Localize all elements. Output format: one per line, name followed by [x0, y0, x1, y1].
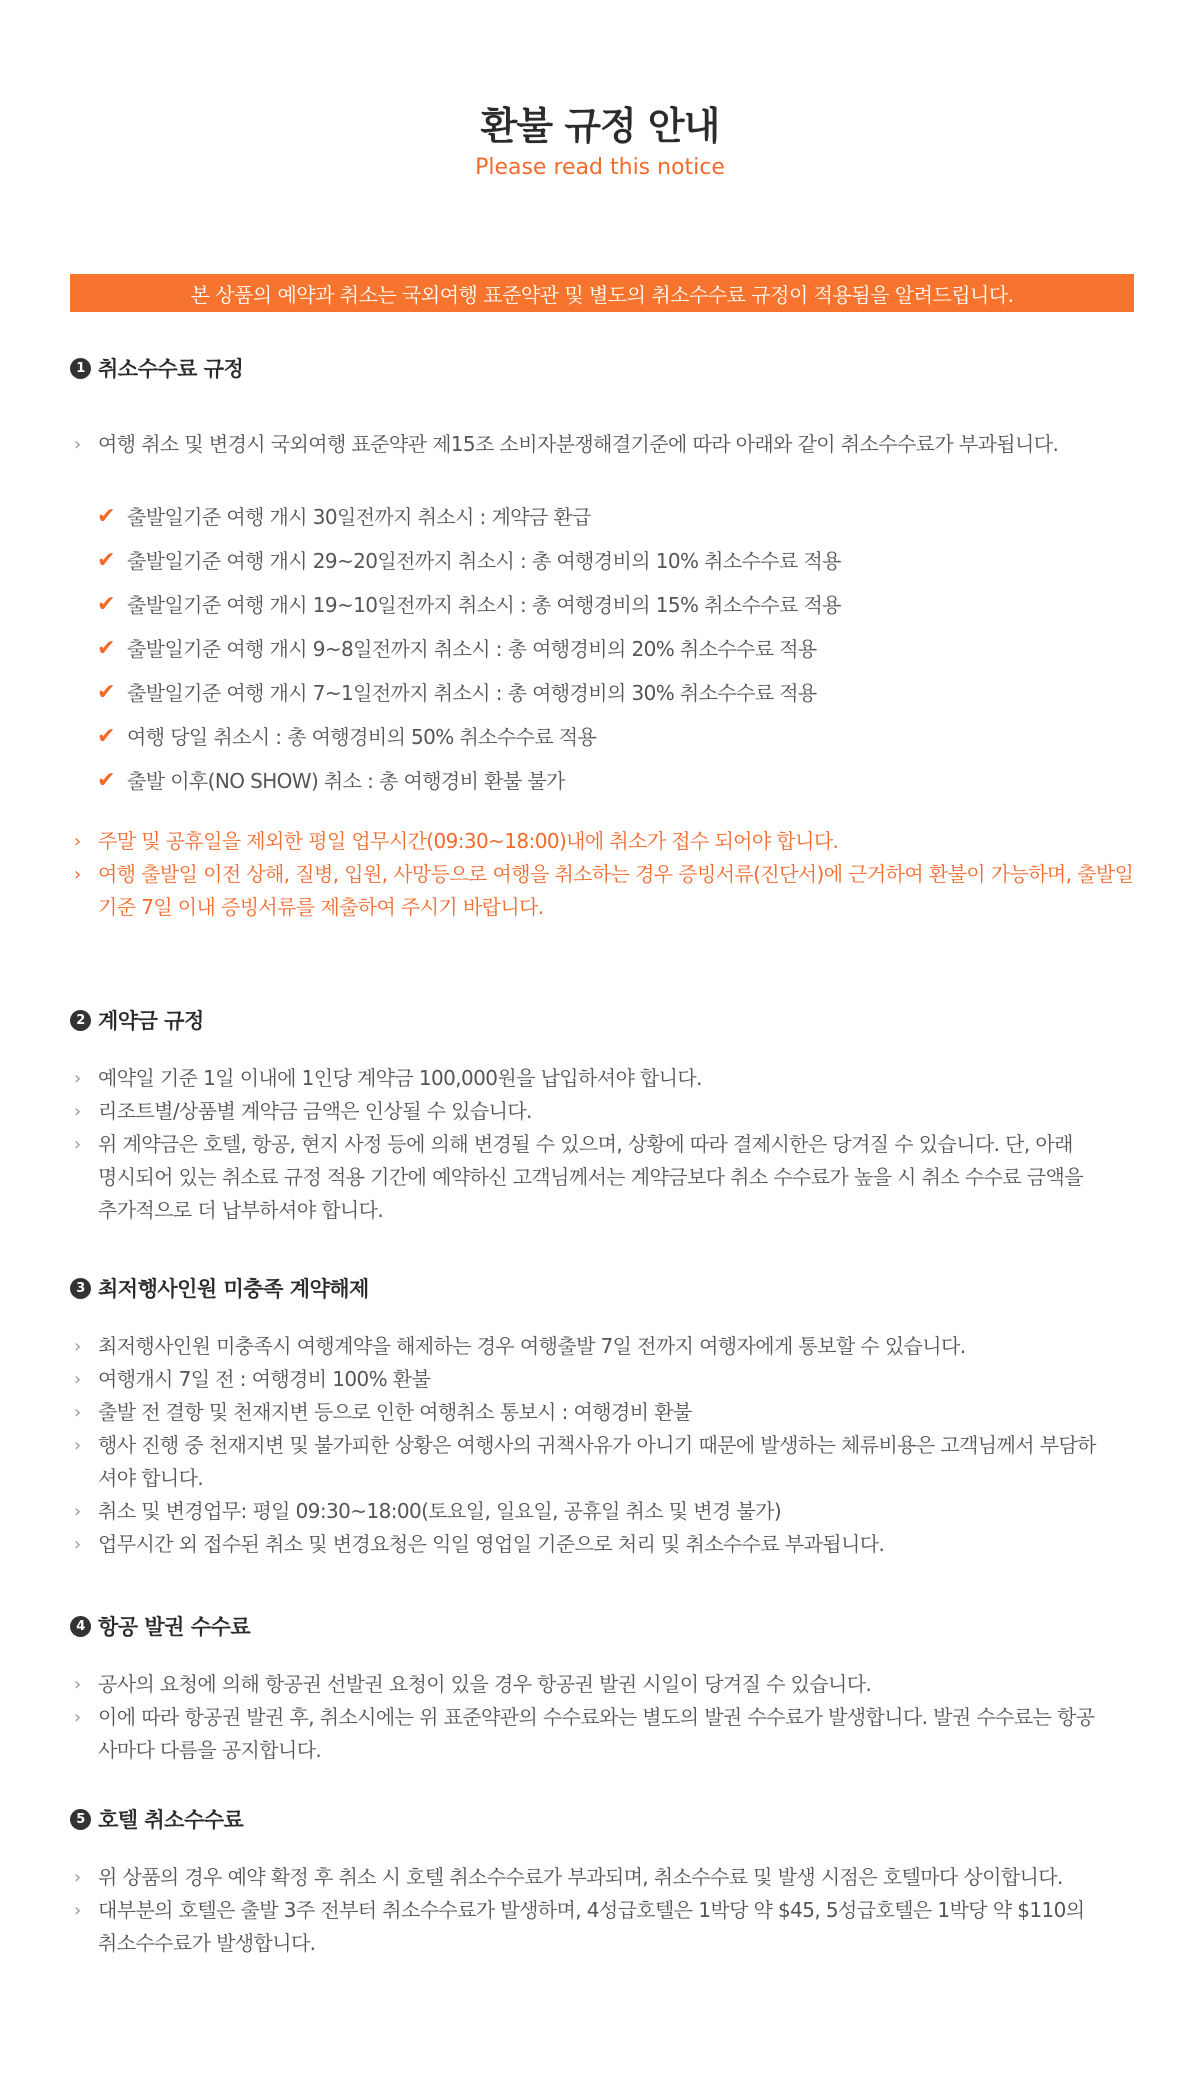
- section-heading: [70, 1803, 1134, 1835]
- hotel-cancellation-list: [70, 1861, 1134, 1960]
- section-title: 취소수수료 규정: [98, 357, 244, 381]
- fee-schedule-list: [70, 495, 1134, 803]
- fee-schedule-item: ✔ 출발일기준 여행 개시 29~20일전까지 취소시 : 총 여행경비의 10% 취소수수료 적용: [70, 539, 1134, 583]
- section-minimum-participants: [70, 1272, 1134, 1561]
- check-icon: ✔: [97, 592, 115, 617]
- notice-banner: 본 상품의 예약과 취소는 국외여행 표준약관 및 별도의 취소수수료 규정이 적용됨을 알려드립니다.: [70, 274, 1134, 312]
- chevron-right-icon: ›: [74, 831, 81, 852]
- list-item: › 위 계약금은 호텔, 항공, 현지 사정 등에 의해 변경될 수 있으며, 상황에 따라 결제시한은 당겨질 수 있습니다. 단, 아래 명시되어 있는 취소료 규정 적용 기간에 예약하신 고객님께서는 계약금보다 취소 수수료가 높을 시 취소 수수료 금액을 추가적으로 더 납부하셔야 합니다.: [70, 1128, 1088, 1227]
- chevron-right-icon: ›: [74, 1068, 81, 1089]
- fee-schedule-item: ✔ 출발일기준 여행 개시 30일전까지 취소시 : 계약금 환급: [70, 495, 1134, 539]
- list-item: › 여행개시 7일 전 : 여행경비 100% 환불: [70, 1363, 1134, 1396]
- list-item: › 이에 따라 항공권 발권 후, 취소시에는 위 표준약관의 수수료와는 별도의 발권 수수료가 발생합니다. 발권 수수료는 항공사마다 다름을 공지합니다.: [70, 1701, 1098, 1767]
- page-title: 환불 규정 안내: [480, 104, 720, 148]
- chevron-right-icon: ›: [74, 1501, 81, 1522]
- list-item: › 위 상품의 경우 예약 확정 후 취소 시 호텔 취소수수료가 부과되며, 취소수수료 및 발생 시점은 호텔마다 상이합니다.: [70, 1861, 1098, 1894]
- chevron-right-icon: ›: [74, 1674, 81, 1695]
- section-number-badge: 5: [70, 1809, 91, 1830]
- ticketing-fee-list: [70, 1668, 1134, 1767]
- chevron-right-icon: ›: [74, 864, 81, 885]
- list-item: › 행사 진행 중 천재지변 및 불가피한 상황은 여행사의 귀책사유가 아니기 때문에 발생하는 체류비용은 고객님께서 부담하셔야 합니다.: [70, 1429, 1098, 1495]
- notice-item: › 여행 출발일 이전 상해, 질병, 입원, 사망등으로 여행을 취소하는 경우 증빙서류(진단서)에 근거하여 환불이 가능하며, 출발일 기준 7일 이내 증빙서류를 제출하여 주시기 바랍니다.: [70, 858, 1148, 924]
- list-item: › 취소 및 변경업무: 평일 09:30~18:00(토요일, 일요일, 공휴일 취소 및 변경 불가): [70, 1495, 1134, 1528]
- chevron-right-icon: ›: [74, 1900, 81, 1921]
- chevron-right-icon: ›: [74, 1336, 81, 1357]
- section-number-badge: 2: [70, 1010, 91, 1031]
- section-deposit: [70, 1004, 1134, 1227]
- chevron-right-icon: ›: [74, 1435, 81, 1456]
- chevron-right-icon: ›: [74, 434, 81, 455]
- page-subtitle: Please read this notice: [475, 155, 725, 180]
- deposit-list: [70, 1062, 1134, 1227]
- check-icon: ✔: [97, 636, 115, 661]
- list-item: › 리조트별/상품별 계약금 금액은 인상될 수 있습니다.: [70, 1095, 1134, 1128]
- section-number-badge: 1: [70, 358, 91, 379]
- fee-schedule-item: ✔ 여행 당일 취소시 : 총 여행경비의 50% 취소수수료 적용: [70, 715, 1134, 759]
- chevron-right-icon: ›: [74, 1534, 81, 1555]
- section-title: 호텔 취소수수료: [98, 1808, 244, 1832]
- list-item: › 출발 전 결항 및 천재지변 등으로 인한 여행취소 통보시 : 여행경비 환불: [70, 1396, 1134, 1429]
- list-item: › 여행 취소 및 변경시 국외여행 표준약관 제15조 소비자분쟁해결기준에 따라 아래와 같이 취소수수료가 부과됩니다.: [70, 428, 1098, 461]
- chevron-right-icon: ›: [74, 1369, 81, 1390]
- section-number-badge: 4: [70, 1616, 91, 1637]
- section-heading: [70, 1272, 1134, 1304]
- list-item: › 공사의 요청에 의해 항공권 선발권 요청이 있을 경우 항공권 발권 시일이 당겨질 수 있습니다.: [70, 1668, 1134, 1701]
- notes-list: [70, 825, 1134, 924]
- intro-list: [70, 428, 1134, 461]
- check-icon: ✔: [97, 548, 115, 573]
- section-cancellation-fee: [70, 352, 1134, 924]
- chevron-right-icon: ›: [74, 1402, 81, 1423]
- section-heading: [70, 1610, 1134, 1642]
- fee-schedule-item: ✔ 출발일기준 여행 개시 7~1일전까지 취소시 : 총 여행경비의 30% 취소수수료 적용: [70, 671, 1134, 715]
- section-ticketing-fee: [70, 1610, 1134, 1767]
- list-item: › 대부분의 호텔은 출발 3주 전부터 취소수수료가 발생하며, 4성급호텔은 1박당 약 $45, 5성급호텔은 1박당 약 $110의 취소수수료가 발생합니다.: [70, 1894, 1098, 1960]
- check-icon: ✔: [97, 504, 115, 529]
- fee-schedule-item: ✔ 출발일기준 여행 개시 19~10일전까지 취소시 : 총 여행경비의 15% 취소수수료 적용: [70, 583, 1134, 627]
- section-title: 최저행사인원 미충족 계약해제: [98, 1277, 369, 1301]
- section-title: 계약금 규정: [98, 1009, 204, 1033]
- check-icon: ✔: [97, 768, 115, 793]
- section-number-badge: 3: [70, 1278, 91, 1299]
- section-heading: [70, 1004, 1134, 1036]
- section-hotel-cancellation: [70, 1803, 1134, 1960]
- check-icon: ✔: [97, 724, 115, 749]
- chevron-right-icon: ›: [74, 1707, 81, 1728]
- list-item: › 업무시간 외 접수된 취소 및 변경요청은 익일 영업일 기준으로 처리 및 취소수수료 부과됩니다.: [70, 1528, 1134, 1561]
- chevron-right-icon: ›: [74, 1101, 81, 1122]
- minimum-participants-list: [70, 1330, 1134, 1561]
- chevron-right-icon: ›: [74, 1867, 81, 1888]
- check-icon: ✔: [97, 680, 115, 705]
- fee-schedule-item: ✔ 출발일기준 여행 개시 9~8일전까지 취소시 : 총 여행경비의 20% 취소수수료 적용: [70, 627, 1134, 671]
- section-heading: [70, 352, 1134, 384]
- notice-item: › 주말 및 공휴일을 제외한 평일 업무시간(09:30~18:00)내에 취소가 접수 되어야 합니다.: [70, 825, 1134, 858]
- fee-schedule-item: ✔ 출발 이후(NO SHOW) 취소 : 총 여행경비 환불 불가: [70, 759, 1134, 803]
- chevron-right-icon: ›: [74, 1134, 81, 1155]
- section-title: 항공 발권 수수료: [98, 1615, 251, 1639]
- list-item: › 예약일 기준 1일 이내에 1인당 계약금 100,000원을 납입하셔야 합니다.: [70, 1062, 1134, 1095]
- list-item: › 최저행사인원 미충족시 여행계약을 해제하는 경우 여행출발 7일 전까지 여행자에게 통보할 수 있습니다.: [70, 1330, 1134, 1363]
